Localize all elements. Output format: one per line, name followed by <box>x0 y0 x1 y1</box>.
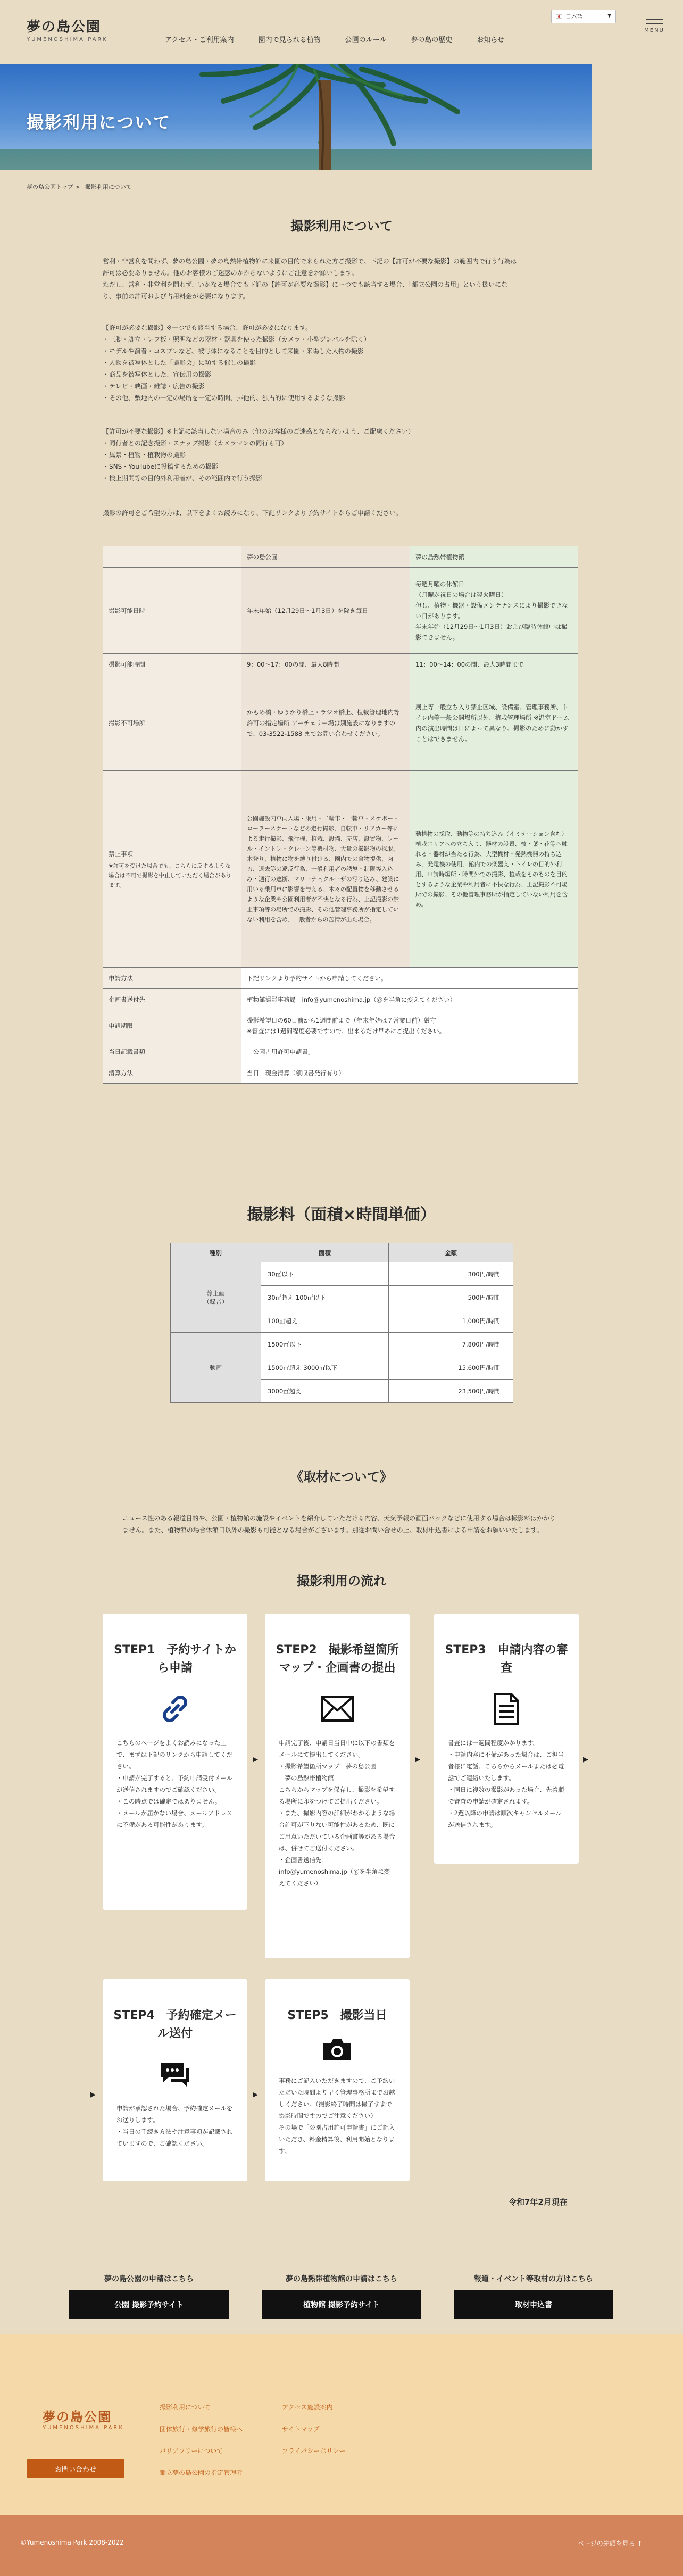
footer-link[interactable]: 撮影利用について <box>160 2404 211 2411</box>
cell-merged: 下記リンクより予約サイトから申請してください。 <box>241 968 578 989</box>
contact-button[interactable]: お問い合わせ <box>27 2459 124 2478</box>
table-corner <box>103 546 241 568</box>
step-title: STEP2 撮影希望箇所マップ・企画書の提出 <box>276 1643 399 1675</box>
step-text-line[interactable]: 夢の島熱帯植物館 <box>279 1774 334 1782</box>
cell-park: 年末年始（12月29日〜1月3日）を除き毎日 <box>241 568 410 654</box>
step-card-5 <box>265 1979 410 2181</box>
row-label-note: ※許可を受けた場合でも、こちらに反するような場合は不可で撮影を中止していただく場合があります。 <box>109 862 231 888</box>
mail-icon <box>320 1691 355 1726</box>
step-text <box>265 2075 410 2157</box>
table-row <box>103 568 578 654</box>
cell-merged: 植物館撮影事務局 info＠yumenoshima.jp（＠を半角に変えてください） <box>241 989 578 1010</box>
intro-closing: 撮影の許可をご希望の方は、以下をよくお読みになり、下記リンクより予約サイトからご申請ください。 <box>103 509 402 517</box>
hamburger-icon <box>646 19 663 20</box>
hero-banner <box>0 64 592 170</box>
fees-title: 撮影料（面積×時間単価） <box>247 1206 436 1224</box>
arrow-right-icon: ▶ <box>90 2091 96 2099</box>
row-label: 清算方法 <box>103 1062 241 1084</box>
footer-link[interactable]: 都立夢の島公園の指定管理者 <box>160 2469 243 2477</box>
column-header-greenhouse: 夢の島熱帯植物館 <box>410 546 578 568</box>
table-row <box>103 1010 578 1041</box>
back-to-top-link[interactable] <box>578 2539 643 2548</box>
price-cell: 300円/時間 <box>389 1262 513 1286</box>
page-title: 撮影利用について <box>290 219 393 234</box>
list-item: ・その他、敷地内の一定の場所を一定の時間、排他的、独占的に使用するような撮影 <box>103 394 346 402</box>
shooting-conditions-table <box>103 546 578 1084</box>
area-cell: 100㎡超え <box>261 1309 389 1333</box>
greenhouse-reservation-button[interactable]: 植物館 撮影予約サイト <box>262 2290 421 2319</box>
arrow-right-icon: ▶ <box>415 1756 420 1764</box>
step-text-line: ・申請内容に不備があった場合は、ご担当者様に電話、こちらからメールまたは必電話でご連絡いたします。 <box>448 1751 564 1782</box>
arrow-right-icon: ▶ <box>583 1756 588 1764</box>
step-text-line: info＠yumenoshima.jp（＠を半角に変えてください） <box>279 1868 390 1887</box>
nav-history[interactable]: 夢の島の歴史 <box>411 36 453 44</box>
intro-line: り、事前の許可および占用料金が必要になります。 <box>103 293 249 300</box>
header-price: 金額 <box>389 1243 513 1262</box>
footer-logo[interactable] <box>43 2406 124 2431</box>
step-title: STEP5 撮影当日 <box>287 2009 387 2022</box>
step-text-line: ・同日に複数の撮影があった場合、先着順で審査の申請が確定されます。 <box>448 1786 564 1805</box>
footer-link[interactable]: プライバシーポリシー <box>282 2447 346 2455</box>
permit-required-list <box>103 322 581 404</box>
camera-icon <box>320 2032 355 2067</box>
cell-greenhouse: 動植物の採取、動物等の持ち込み（イミテーション含む）植栽エリアへの立ち入り、器材の設置、枝・葉・花等へ触れる・器材が当たる行為、大型機材・発熱機器の持ち込み、発電機の使用、館内での楽器え・トイレの目的外利用、申請時場所・時間外での撮影、植栽をそのものを目的とするような企業や利用者に不快な行為、上記撮影不可場所での撮影、その他管理事務所が指定していない利用を含め。 <box>410 771 578 968</box>
cell-merged: 「公園占用許可申請書」 <box>241 1041 578 1062</box>
breadcrumb <box>27 182 135 191</box>
site-footer <box>0 2334 683 2515</box>
step-text <box>103 1737 247 1831</box>
step-text-line: その場で「公園占用許可申請書」にご記入いただき、料金精算後、利用開始となります。 <box>279 2124 395 2155</box>
breadcrumb-home[interactable]: 夢の島公園トップ <box>27 184 73 190</box>
list-heading: 【許可が不要な撮影】※上記に該当しない場合のみ（他のお客様のご迷惑とならないよう、ご配慮ください） <box>103 428 415 435</box>
nav-rules[interactable]: 公園のルール <box>345 36 387 44</box>
price-cell: 500円/時間 <box>389 1286 513 1309</box>
price-cell: 7,800円/時間 <box>389 1333 513 1356</box>
row-label: 企画書送付先 <box>103 989 241 1010</box>
language-select[interactable] <box>551 10 616 23</box>
row-label: 申請方法 <box>103 968 241 989</box>
row-label-cell <box>103 771 241 968</box>
table-row <box>171 1333 513 1356</box>
step-text-line: 事務にご記入いただきますので、ご予約いただいた時間より早く管理事務所までお越しください。（撮影終了時間は撮了すまで撮影時間ですのでご注意ください） <box>279 2077 395 2120</box>
list-item: ・テレビ・映画・雑誌・広告の撮影 <box>103 383 205 390</box>
step-text-line: ・企画書送信先： <box>279 1856 328 1864</box>
area-cell: 1500㎡以下 <box>261 1333 389 1356</box>
cta-title: 夢の島公園の申請はこちら <box>104 2275 194 2283</box>
footer-link[interactable]: 団体旅行・修学旅行の皆様へ <box>160 2425 243 2433</box>
intro-line: ただし、営利・非営利を問わず、いかなる場合でも下記の【許可が必要な撮影】にーつでも該当する場合、「都立公園の占用」という扱いにな <box>103 281 508 288</box>
step-card-4 <box>103 1979 247 2181</box>
arrow-right-icon: ▶ <box>253 1756 258 1764</box>
price-cell: 1,000円/時間 <box>389 1309 513 1333</box>
price-cell: 23,500円/時間 <box>389 1380 513 1403</box>
breadcrumb-separator: > <box>75 184 80 190</box>
header-kind: 種別 <box>171 1243 261 1262</box>
list-heading: 【許可が必要な撮影】※一つでも該当する場合、許可が必要になります。 <box>103 324 312 331</box>
fees-table <box>170 1243 513 1403</box>
price-cell: 15,600円/時間 <box>389 1356 513 1380</box>
step-title: STEP4 予約確定メール送付 <box>113 2009 237 2040</box>
cell-merged: 撮影希望日の60日前から1週間前まで（年末年始は７営業日前）厳守 ※審査には1週間程度必要ですので、出来るだけ早めにご提出ください。 <box>241 1010 578 1041</box>
arrow-up-icon: ↑ <box>637 2540 643 2547</box>
footer-logo-jp: 夢の島公園 <box>43 2409 112 2424</box>
intro-line: 営利・非営利を問わず、夢の島公園・夢の島熱帯植物館に来園の目的で来られた方ご撮影で、下記の【許可が不要な撮影】の範囲内で行う行為は <box>103 257 517 265</box>
language-value: 日本語 <box>565 13 583 20</box>
list-item: ・SNS・YouTubeに投稿するための撮影 <box>103 463 219 470</box>
table-row <box>171 1262 513 1286</box>
kind-still: 静止画 （録音） <box>171 1262 261 1333</box>
table-header-row <box>171 1243 513 1262</box>
footer-link[interactable]: サイトマップ <box>282 2425 320 2433</box>
nav-plants[interactable]: 園内で見られる植物 <box>258 36 321 44</box>
cta-press <box>454 2273 613 2319</box>
chevron-down-icon: ▼ <box>607 13 611 19</box>
footer-bottom-bar <box>0 2515 683 2576</box>
step-card-3 <box>434 1614 579 1864</box>
cell-park: 9：00〜17：00の間、最大8時間 <box>241 654 410 675</box>
cell-greenhouse: 毎週月曜の休館日 （月曜が祝日の場合は翌火曜日） 但し、植物・機器・設備メンテナンスにより撮影できない日があります。 年末年始（12月29日〜1月3日）および臨時休館中は撮影できません。 <box>410 568 578 654</box>
footer-link[interactable]: アクセス施設案内 <box>282 2404 333 2411</box>
table-header-row <box>103 546 578 568</box>
step-text-line[interactable]: ・撮影希望箇所マップ 夢の島公園 <box>279 1763 377 1770</box>
list-item: ・風景・植物・植栽物の撮影 <box>103 451 186 459</box>
hero-title: 撮影利用について <box>27 112 171 132</box>
hamburger-bar <box>646 23 663 24</box>
step-text-line: ・メールが届かない場合、メールアドレスに不備がある可能性があります。 <box>116 1809 232 1829</box>
footer-links-col2 <box>282 2403 345 2468</box>
table-row <box>103 771 578 968</box>
coverage-title: 《取材について》 <box>290 1469 393 1484</box>
cta-greenhouse <box>262 2273 421 2319</box>
step-text-line: ・また、撮影内容の詳細がわかるような場合許可が下りない可能性があるため、既にご用意いただいている企画書等がある場合は、併せてご送付ください。 <box>279 1809 395 1852</box>
flow-title: 撮影利用の流れ <box>297 1574 386 1589</box>
step-title: STEP1 予約サイトから申請 <box>114 1643 236 1675</box>
step-text-line: 申請が承認された場合、予約確定メールをお送りします。 <box>116 2105 233 2124</box>
step-card-1 <box>103 1614 247 1910</box>
copyright: ©Yumenoshima Park 2008-2022 <box>20 2539 124 2546</box>
row-label: 撮影可能日時 <box>103 568 241 654</box>
step-card-2 <box>265 1614 410 1958</box>
list-item: ・三脚・脚立・レフ板・照明などの器材・器具を使った撮影（カメラ・小型ジンバルを除く） <box>103 336 370 343</box>
nav-access[interactable]: アクセス・ご利用案内 <box>165 36 234 44</box>
step-text-line: こちらからマップを保存し、撮影を希望する場所に印をつけてご提出ください。 <box>279 1786 395 1805</box>
step-text <box>103 2103 247 2149</box>
cell-greenhouse: 展上等一般立ち入り禁止区域、設備室、管理事務所、トイレ内等一般公開場所以外、植栽管理場所 ※温室ドーム内の演出時間は日によって異なり、撮影のために動かすことはできません。 <box>410 675 578 771</box>
step-text-line: ・当日の手続き方法や注意事項が記載されていますので、ご確認ください。 <box>116 2128 233 2147</box>
table-row <box>103 1041 578 1062</box>
site-header <box>0 0 683 64</box>
area-cell: 30㎡以下 <box>261 1262 389 1286</box>
menu-label: MENU <box>644 28 664 34</box>
cell-merged: 当日 現金清算（領収書発行有り） <box>241 1062 578 1084</box>
area-cell: 1500㎡超え 3000㎡以下 <box>261 1356 389 1380</box>
cell-park: かもめ橋・ゆうかり橋上・ラジオ橋上、植栽管理地内等許可の指定場所 アーチェリー場は別施設になりますので、03-3522-1588 までお問い合わせください。 <box>241 675 410 771</box>
step-text-line: ・2週以降の申請は順次キャンセルメールが送信されます。 <box>448 1809 562 1829</box>
row-label: 申請期限 <box>103 1010 241 1041</box>
step-text-line: 申請完了後、申請日当日中に以下の書類をメールにて提出してください。 <box>279 1739 395 1758</box>
column-header-park: 夢の島公園 <box>241 546 410 568</box>
row-label: 撮影可能時間 <box>103 654 241 675</box>
step-text-line: 書査には一週間程度かかります。 <box>448 1739 539 1747</box>
table-row <box>103 654 578 675</box>
link-icon <box>157 1691 193 1726</box>
logo-en: YUMENOSHIMA PARK <box>27 37 108 43</box>
chat-icon <box>157 2057 193 2092</box>
back-to-top-label: ページの先頭を見る <box>578 2540 635 2547</box>
updated-date: 令和7年2月現在 <box>509 2197 568 2207</box>
footer-logo-en: YUMENOSHIMA PARK <box>43 2425 124 2431</box>
cta-title: 夢の島熱帯植物館の申請はこちら <box>286 2275 397 2283</box>
intro-line: 許可は必要ありません。他のお客様のご迷惑のかからないようにご注意をお願いします。 <box>103 269 358 277</box>
step-text <box>434 1737 579 1831</box>
document-icon <box>489 1691 524 1726</box>
step-text-line: こちらのページをよくお読みになった上で、まずは下記のリンクから申請してください。 <box>116 1739 233 1770</box>
list-item: ・人物を被写体とした「撮影会」に類する催しの撮影 <box>103 359 256 367</box>
row-label: 撮影不可場所 <box>103 675 241 771</box>
area-cell: 30㎡超え 100㎡以下 <box>261 1286 389 1309</box>
step-text-line: ・この時点では確定ではありません。 <box>116 1798 221 1805</box>
table-row <box>103 989 578 1010</box>
list-item: ・検上期間等の目的外利用者が、その範囲内で行う撮影 <box>103 475 263 482</box>
cell-greenhouse: 11：00〜14：00の間、最大3時間まで <box>410 654 578 675</box>
footer-link[interactable]: バリアフリーについて <box>160 2447 223 2455</box>
list-item: ・モデルや演者・コスプレなど、被写体になることを目的として来園・来場した人物の撮影 <box>103 347 364 355</box>
step-title: STEP3 申請内容の審査 <box>445 1643 568 1675</box>
park-reservation-button[interactable]: 公園 撮影予約サイト <box>69 2290 229 2319</box>
intro-text <box>103 255 581 302</box>
step-text-line: ・申請が完了すると、予約申請受付メールが送信されますのでご確認ください。 <box>116 1774 233 1793</box>
row-label: 禁止事項 <box>109 850 133 858</box>
step-text <box>265 1737 410 1889</box>
kind-video: 動画 <box>171 1333 261 1403</box>
footer-links-col1 <box>160 2403 243 2490</box>
logo-jp: 夢の島公園 <box>27 19 102 35</box>
list-item: ・同行者との記念撮影・スナップ撮影（カメラマンの同行も可） <box>103 439 288 447</box>
breadcrumb-current: 撮影利用について <box>85 184 132 190</box>
coverage-text: ニュース性のある報道目的や、公園・植物館の施設やイベントを紹介していただける内容、天気予報の画面バックなどに使用する場合は撮影料はかかりません。また、植物館の場合休館日以外の撮影も可能となる場合がございます。別途お問い合せの上、取材申込書による申請をお願いいたします。 <box>122 1515 556 1534</box>
area-cell: 3000㎡超え <box>261 1380 389 1403</box>
table-row <box>103 1062 578 1084</box>
table-row <box>103 675 578 771</box>
arrow-right-icon: ▶ <box>253 2091 258 2099</box>
cta-park <box>69 2273 229 2319</box>
table-row <box>103 968 578 989</box>
global-nav <box>165 34 529 44</box>
cell-park: 公園施設内車両入場・乗用・二輪車・一輪車・スケボー・ローラースケートなどの走行撮影、自転車・リアカー等による走行撮影、飛行機、植栽、設備、売店、設置物、レール・イントレ・クレーン等機材物、大量の撮影物の採取、木登り、植物に物を縛り付ける、園内での食物提供、肉刃、退去等の違反行為、一般利用者の誘導・制限等入込み・通行の遮断、マリーナ内クルーザの写り込み、建築に用いる乗用車に影響を与える、木々の配置物を移動させるような企業や公園利用者が不快となる行為、上記撮影の禁止事項等の場所での撮影、その他管理事務所が指定していない利用を含め、一般者からの苦情が出た場合。 <box>241 771 410 968</box>
header-area: 面積 <box>261 1243 389 1262</box>
nav-news[interactable]: お知らせ <box>477 36 505 44</box>
list-item: ・商品を被写体とした、宣伝用の撮影 <box>103 371 212 378</box>
site-logo[interactable] <box>27 16 108 43</box>
japan-flag-icon <box>556 14 562 19</box>
row-label: 当日記載書類 <box>103 1041 241 1062</box>
press-application-button[interactable]: 取材申込書 <box>454 2290 613 2319</box>
permit-free-list <box>103 426 581 484</box>
menu-button[interactable] <box>643 16 666 34</box>
cta-title: 報道・イベント等取材の方はこちら <box>474 2275 593 2283</box>
